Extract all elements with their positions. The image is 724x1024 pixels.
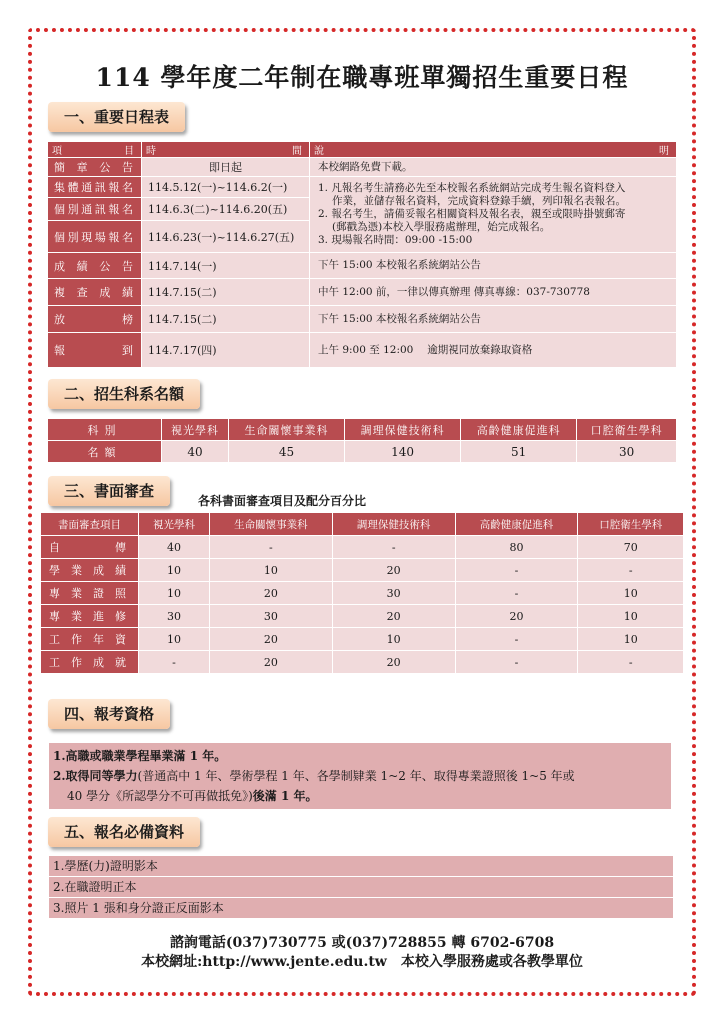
table-row [41,559,684,582]
review-item: 工作成就 [41,651,139,674]
review-value: 20 [332,559,455,582]
row-item: 報到 [48,333,142,368]
review-value: 20 [209,628,332,651]
section-4-heading: 四、報考資格 [48,699,170,729]
review-value: 10 [578,605,684,628]
quota-dept-row [48,419,677,441]
review-value: 30 [332,582,455,605]
reg-note-3: 3. 現場報名時間：09:00 -15:00 [318,234,473,246]
qualification-2-detail: (普通高中 1 年、學術學程 1 年、各學制肄業 1~2 年、取得專業證照後 1~5 年或 [137,769,575,783]
row-item: 簡章公告 [48,158,142,177]
review-value: 10 [139,559,210,582]
table-row [41,651,684,674]
review-value: 20 [455,605,578,628]
reg-note-2: 2. 報名考生，請備妥報名相關資料及報名表，親至或限時掛號郵寄 [318,208,626,220]
header-time: 時間 [142,142,310,158]
qualification-1: 1.高職或職業學程畢業滿 1 年。 [53,749,227,763]
review-header-row [41,513,684,536]
review-value: - [455,651,578,674]
schedule-table [47,141,677,368]
list-item: 1.學歷(力)證明影本 [49,856,673,876]
section-2-heading: 二、招生科系名額 [48,379,200,409]
quota-dept: 口腔衛生學科 [577,419,677,441]
review-value: 70 [578,536,684,559]
schedule-header-row [48,142,677,158]
section-1-heading: 一、重要日程表 [48,102,185,132]
review-value: - [455,559,578,582]
qualification-2-title: 2.取得同等學力 [53,769,138,783]
qualification-box [49,743,671,809]
row-item: 個別現場報名 [48,221,142,253]
review-dept: 生命關懷事業科 [209,513,332,536]
table-row [48,279,677,306]
review-value: - [455,628,578,651]
table-row [48,306,677,333]
review-value: 10 [139,582,210,605]
row-time: 114.6.23(一)~114.6.27(五) [142,221,310,253]
review-corner: 書面審查項目 [41,513,139,536]
reg-note-2b: (郵戳為憑)本校入學服務處辦理，始完成報名。 [332,221,551,233]
contact-phone: 諮詢電話(037)730775 或(037)728855 轉 6702-6708 [169,935,555,951]
table-row [41,536,684,559]
review-value: 10 [578,582,684,605]
quota-dept: 視光學科 [162,419,229,441]
list-item: 3.照片 1 張和身分證正反面影本 [49,898,673,918]
review-value: - [139,651,210,674]
quota-dept: 調理保健技術科 [345,419,461,441]
reg-note-1b: 作業，並儲存報名資料，完成資料登錄手續，列印報名表報名。 [332,195,626,207]
review-item: 學業成績 [41,559,139,582]
review-table [40,512,684,674]
row-note: 中午 12:00 前，一律以傳真辦理 傳真專線：037-730778 [310,279,677,306]
table-row [41,582,684,605]
quota-dept: 生命關懷事業科 [228,419,344,441]
table-row [48,333,677,368]
quota-number-row [48,441,677,463]
row-item: 集體通訊報名 [48,177,142,198]
page-title: 114 學年度二年制在職專班單獨招生重要日程 [95,63,629,92]
qualification-2-detail-cont: 40 學分《所認學分不可再做抵免》) [67,789,253,803]
registration-notes [310,177,677,253]
quota-number: 45 [228,441,344,463]
quota-number: 51 [461,441,577,463]
review-value: 20 [209,651,332,674]
review-value: 40 [139,536,210,559]
table-row [48,253,677,279]
quota-row-label: 名額 [48,441,162,463]
quota-row-label: 科別 [48,419,162,441]
row-time: 114.7.15(二) [142,279,310,306]
qualification-2 [53,766,667,786]
review-value: 20 [209,582,332,605]
quota-number: 140 [345,441,461,463]
qualification-2-cont [53,786,667,806]
review-caption: 各科書面審查項目及配分百分比 [198,494,367,508]
review-value: 20 [332,605,455,628]
quota-table [47,418,677,463]
review-value: - [455,582,578,605]
row-note: 下午 15:00 本校報名系統網站公告 [310,253,677,279]
row-note: 下午 15:00 本校報名系統網站公告 [310,306,677,333]
list-item: 2.在職證明正本 [49,877,673,897]
review-value: 10 [578,628,684,651]
quota-number: 30 [577,441,677,463]
review-value: 10 [209,559,332,582]
review-value: - [332,536,455,559]
review-value: 20 [332,651,455,674]
review-value: - [209,536,332,559]
review-value: 30 [209,605,332,628]
row-time: 114.7.15(二) [142,306,310,333]
table-row [41,605,684,628]
quota-number: 40 [162,441,229,463]
header-item: 項目 [48,142,142,158]
row-note: 本校網路免費下載。 [310,158,677,177]
row-item: 放榜 [48,306,142,333]
review-value: - [578,559,684,582]
table-row [48,177,677,198]
review-value: 10 [332,628,455,651]
review-value: 80 [455,536,578,559]
row-item: 成績公告 [48,253,142,279]
row-time: 114.6.3(二)~114.6.20(五) [142,198,310,221]
section-5-heading: 五、報名必備資料 [48,817,200,847]
review-dept: 口腔衛生學科 [578,513,684,536]
review-item: 工作年資 [41,628,139,651]
section-3-heading: 三、書面審查 [48,476,170,506]
row-time: 114.7.17(四) [142,333,310,368]
quota-dept: 高齡健康促進科 [461,419,577,441]
materials-list [49,856,673,919]
review-dept: 調理保健技術科 [332,513,455,536]
row-time: 114.5.12(一)~114.6.2(一) [142,177,310,198]
qualification-2-end: 後滿 1 年。 [252,789,318,803]
header-note: 說明 [310,142,677,158]
row-item: 個別通訊報名 [48,198,142,221]
review-dept: 視光學科 [139,513,210,536]
review-item: 專業進修 [41,605,139,628]
row-time: 即日起 [142,158,310,177]
table-row [48,158,677,177]
review-value: 10 [139,628,210,651]
review-value: - [578,651,684,674]
review-item: 專業證照 [41,582,139,605]
table-row [41,628,684,651]
row-note: 上午 9:00 至 12:00 逾期視同放棄錄取資格 [310,333,677,368]
review-item: 自傳 [41,536,139,559]
contact-website: 本校網址:http://www.jente.edu.tw 本校入學服務處或各教學單位 [141,954,583,970]
row-item: 複查成績 [48,279,142,306]
reg-note-1: 1. 凡報名考生請務必先至本校報名系統網站完成考生報名資料登入 [318,182,626,194]
review-value: 30 [139,605,210,628]
review-dept: 高齡健康促進科 [455,513,578,536]
row-time: 114.7.14(一) [142,253,310,279]
